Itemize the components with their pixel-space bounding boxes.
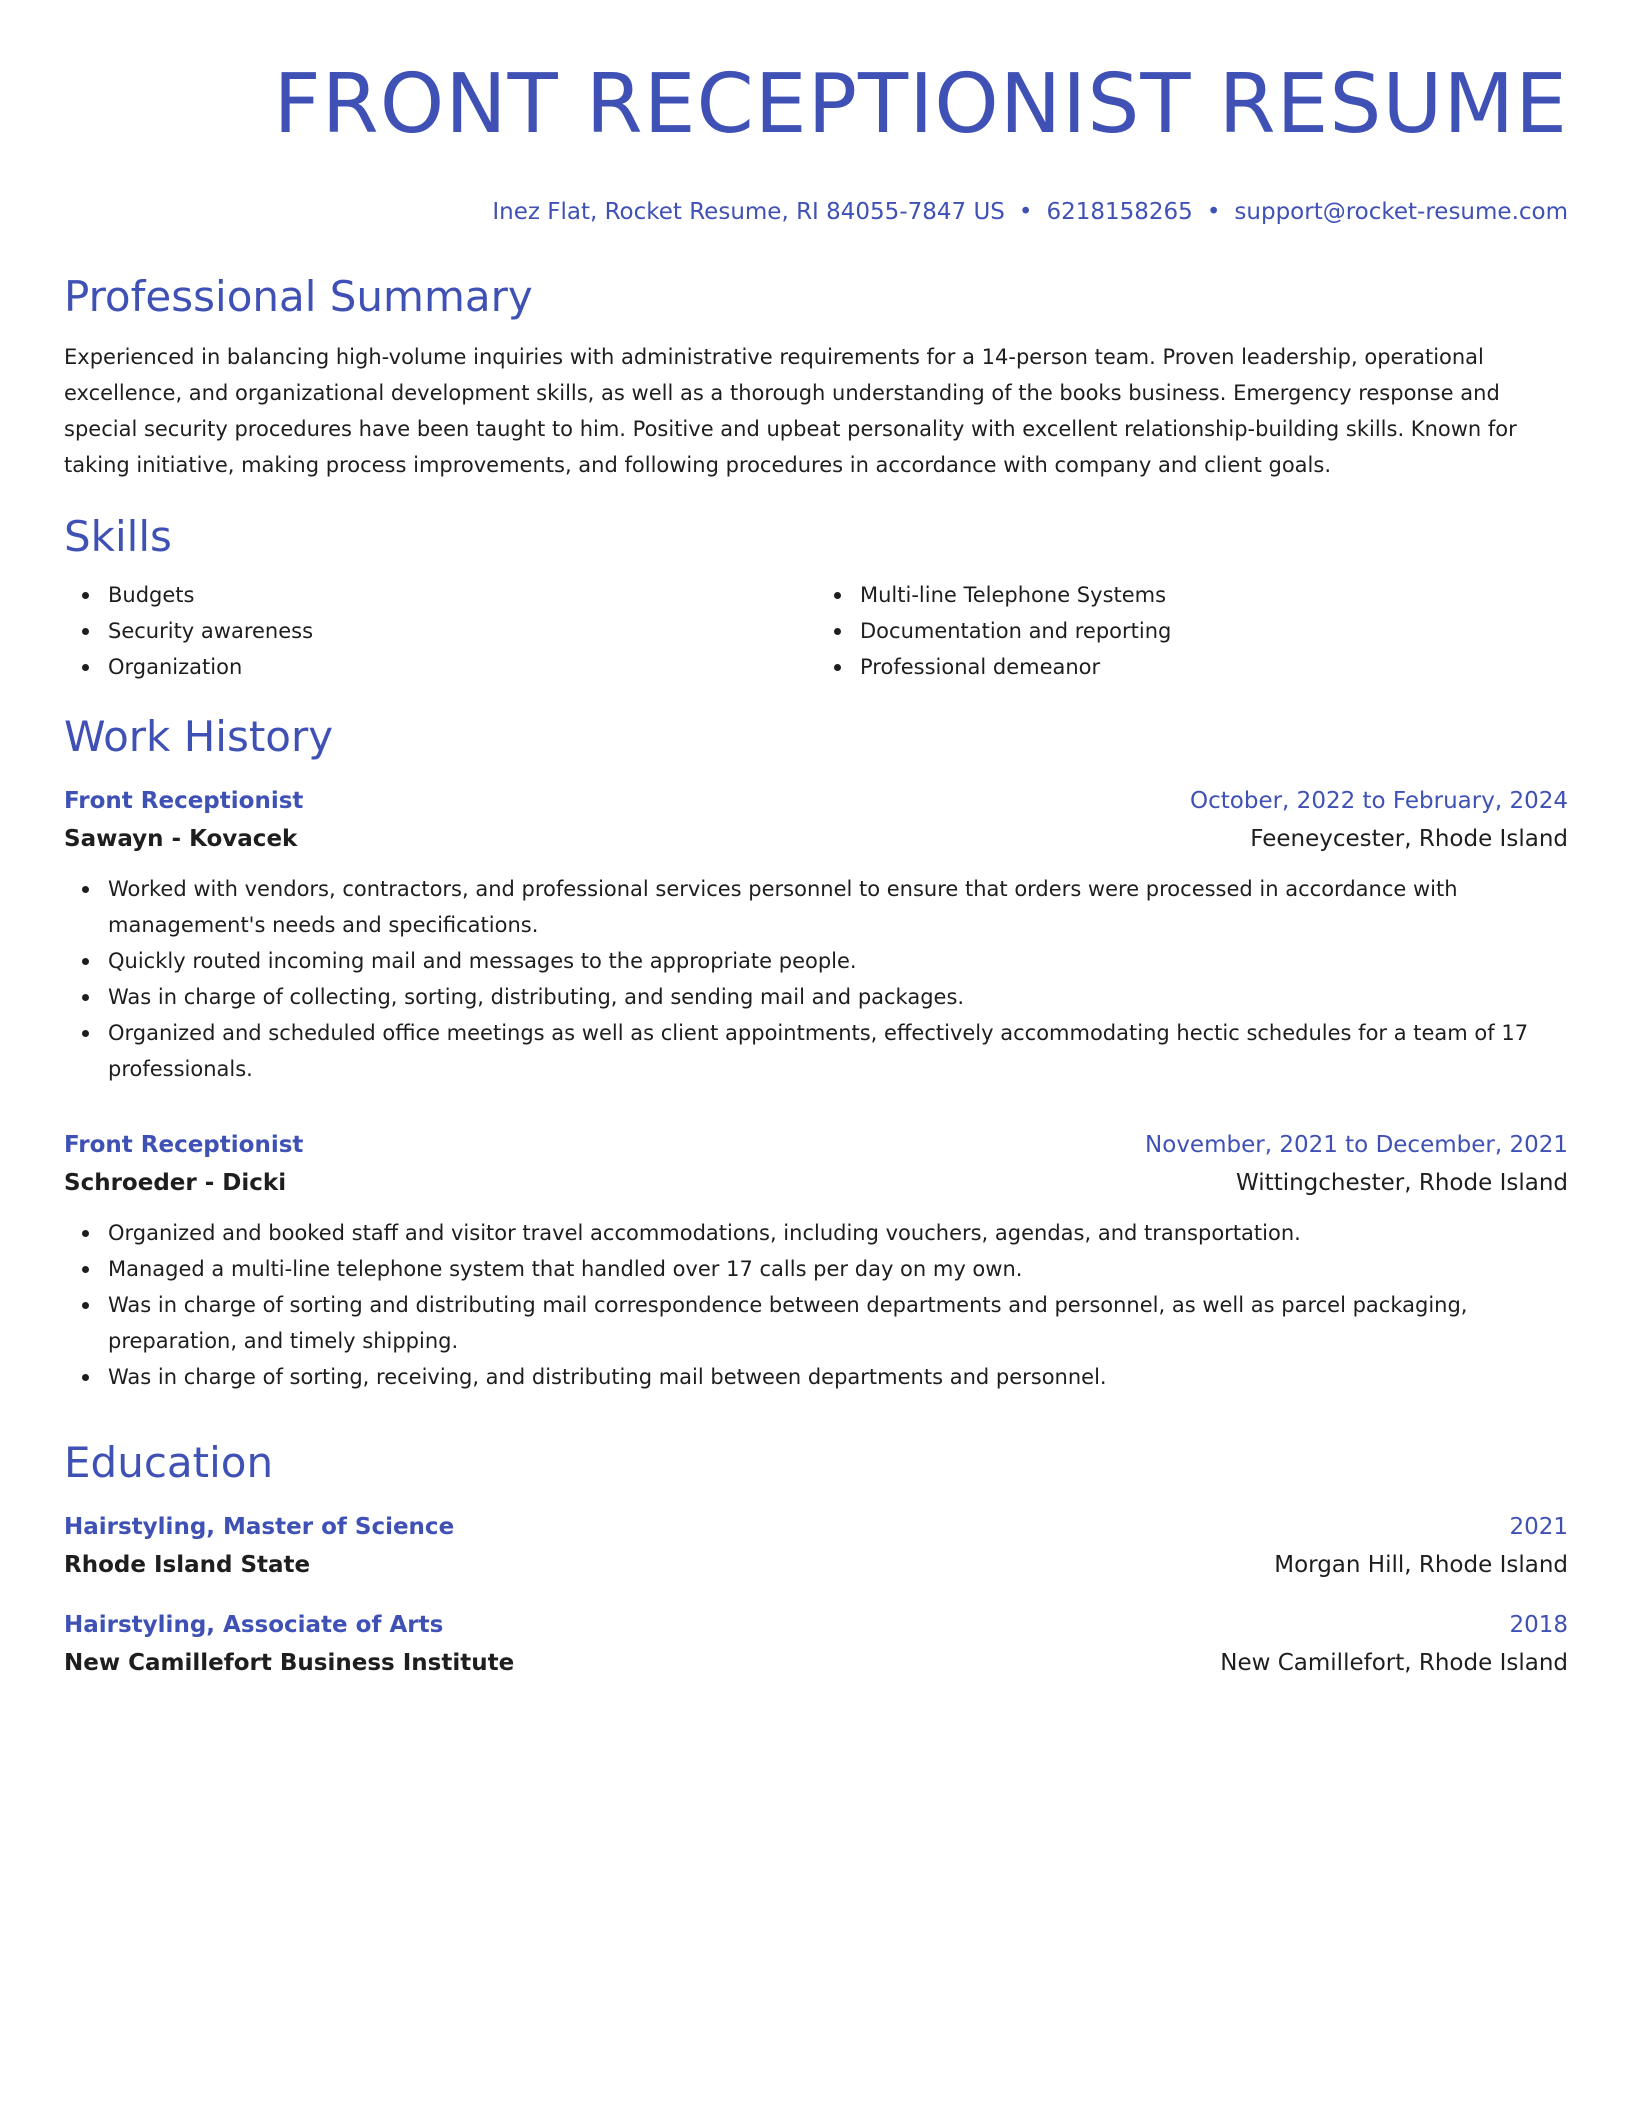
education-degree-row <box>64 1609 1568 1641</box>
job-bullet: Organized and scheduled office meetings as well as client appointments, effectively accommodating hectic schedules for a team of 17 professionals. <box>108 1015 1568 1087</box>
education-entry <box>64 1511 1568 1581</box>
job-location: Feeneycester, Rhode Island <box>1250 826 1568 852</box>
contact-phone: 6218158265 <box>1046 199 1193 225</box>
skills-grid <box>64 577 1568 685</box>
job-bullet: Organized and booked staff and visitor travel accommodations, including vouchers, agendas, and transportation. <box>108 1215 1568 1251</box>
job-location: Wittingchester, Rhode Island <box>1236 1170 1568 1196</box>
education-school-row <box>64 1647 1568 1679</box>
skills-list-right <box>816 577 1568 685</box>
education-degree: Hairstyling, Associate of Arts <box>64 1612 444 1638</box>
job-dates: November, 2021 to December, 2021 <box>1145 1132 1568 1158</box>
skill-item: Multi-line Telephone Systems <box>860 577 1568 613</box>
education-entry <box>64 1609 1568 1679</box>
education-heading: Education <box>64 1438 274 1487</box>
skill-item: Organization <box>108 649 816 685</box>
job-bullet: Worked with vendors, contractors, and professional services personnel to ensure that orders were processed in accordance with management's needs and specifications. <box>108 871 1568 943</box>
education-school: New Camillefort Business Institute <box>64 1650 515 1676</box>
job-company: Sawayn - Kovacek <box>64 826 298 852</box>
contact-separator: • <box>1206 199 1221 225</box>
job-dates: October, 2022 to February, 2024 <box>1190 788 1568 814</box>
work-history-heading: Work History <box>64 712 334 761</box>
job-bullet: Was in charge of sorting and distributing mail correspondence between departments and personnel, as well as parcel packaging, preparation, and timely shipping. <box>108 1287 1568 1359</box>
job-company-row <box>64 1167 1568 1199</box>
contact-separator: • <box>1018 199 1033 225</box>
job-title-row <box>64 785 1568 817</box>
resume-title: FRONT RECEPTIONIST RESUME <box>273 57 1568 152</box>
education-location: New Camillefort, Rhode Island <box>1220 1650 1568 1676</box>
job-bullets <box>64 871 1568 1087</box>
skill-item: Budgets <box>108 577 816 613</box>
summary-heading: Professional Summary <box>64 272 533 321</box>
contact-email: support@rocket-resume.com <box>1234 199 1568 225</box>
job-title-row <box>64 1129 1568 1161</box>
skill-item: Documentation and reporting <box>860 613 1568 649</box>
job-company-row <box>64 823 1568 855</box>
job-company: Schroeder - Dicki <box>64 1170 287 1196</box>
job-bullet: Managed a multi-line telephone system that handled over 17 calls per day on my own. <box>108 1251 1568 1287</box>
job-bullets <box>64 1215 1568 1395</box>
education-degree: Hairstyling, Master of Science <box>64 1514 455 1540</box>
summary-text: Experienced in balancing high-volume inquiries with administrative requirements for a 14-person team. Proven leadership, operational excellence, and organizational development skills, as well as a thorough understanding of the books business. Emergency response and special security procedures have been taught to him. Positive and upbeat personality with excellent relationship-building skills. Known for taking initiative, making process improvements, and following procedures in accordance with company and client goals. <box>64 345 1517 477</box>
job-bullet: Was in charge of sorting, receiving, and distributing mail between departments and personnel. <box>108 1359 1568 1395</box>
skill-item: Security awareness <box>108 613 816 649</box>
job-title: Front Receptionist <box>64 1132 304 1158</box>
job-entry <box>64 785 1568 1087</box>
job-bullet: Was in charge of collecting, sorting, distributing, and sending mail and packages. <box>108 979 1568 1015</box>
education-school: Rhode Island State <box>64 1552 311 1578</box>
education-school-row <box>64 1549 1568 1581</box>
skills-list-left <box>64 577 816 685</box>
education-year: 2018 <box>1509 1612 1568 1638</box>
education-location: Morgan Hill, Rhode Island <box>1274 1552 1568 1578</box>
job-title: Front Receptionist <box>64 788 304 814</box>
job-entry <box>64 1129 1568 1395</box>
education-degree-row <box>64 1511 1568 1543</box>
contact-line <box>64 197 1568 227</box>
skill-item: Professional demeanor <box>860 649 1568 685</box>
education-year: 2021 <box>1509 1514 1568 1540</box>
skills-heading: Skills <box>64 512 172 561</box>
job-bullet: Quickly routed incoming mail and messages to the appropriate people. <box>108 943 1568 979</box>
contact-address: Inez Flat, Rocket Resume, RI 84055-7847 US <box>492 199 1005 225</box>
